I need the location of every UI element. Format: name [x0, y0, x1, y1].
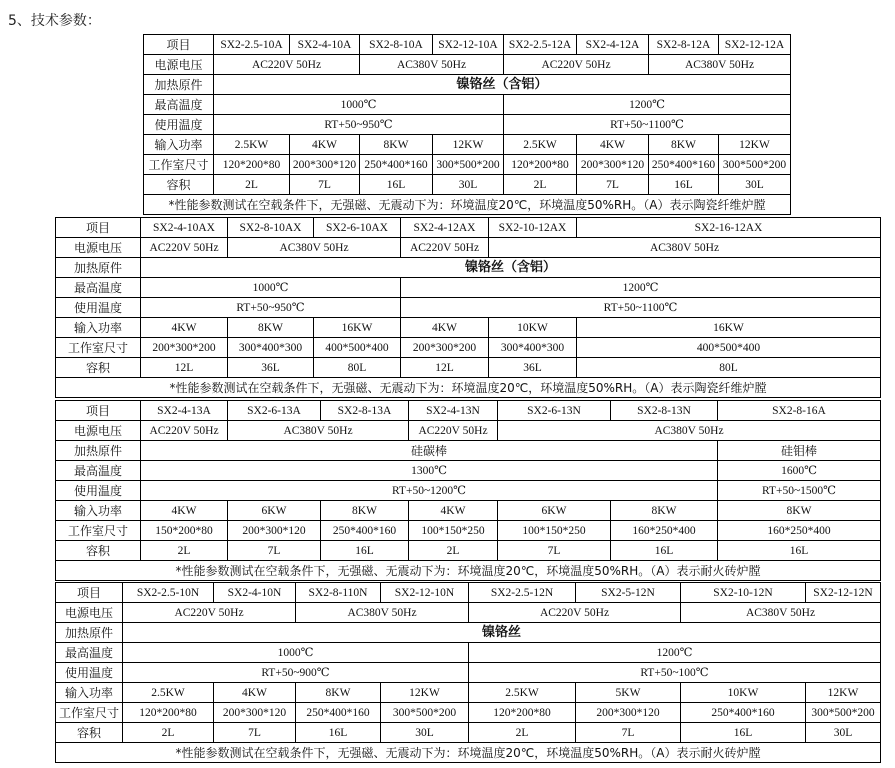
power-cell: 4KW — [141, 318, 228, 338]
volume-cell: 7L — [577, 175, 649, 195]
row-label: 项目 — [56, 218, 141, 238]
max-temp-cell: 1200℃ — [401, 278, 881, 298]
model-name: SX2-4-10N — [214, 583, 296, 603]
table-footnote: *性能参数测试在空载条件下，无强磁、无震动下为：环境温度20℃，环境温度50%RH。（A）表示陶瓷纤维炉膛 — [56, 378, 881, 398]
voltage-cell: AC220V 50Hz — [409, 421, 498, 441]
row-label: 电源电压 — [144, 55, 214, 75]
row-label: 输入功率 — [56, 501, 141, 521]
chamber-size-cell: 120*200*80 — [123, 703, 214, 723]
power-cell: 2.5KW — [504, 135, 577, 155]
chamber-size-cell: 200*300*120 — [577, 155, 649, 175]
chamber-size-cell: 100*150*250 — [498, 521, 611, 541]
model-name: SX2-8-13N — [611, 401, 718, 421]
volume-cell: 2L — [469, 723, 576, 743]
chamber-size-cell: 200*300*120 — [214, 703, 296, 723]
use-temp-cell: RT+50~1200℃ — [141, 481, 718, 501]
chamber-size-cell: 200*300*120 — [290, 155, 360, 175]
volume-cell: 16L — [649, 175, 719, 195]
voltage-cell: AC220V 50Hz — [123, 603, 296, 623]
voltage-row — [56, 238, 881, 258]
section-heading: 5、技术参数： — [8, 13, 101, 29]
model-name: SX2-12-12N — [806, 583, 881, 603]
model-name: SX2-4-12A — [577, 35, 649, 55]
model-row — [56, 583, 881, 603]
power-cell: 12KW — [433, 135, 504, 155]
chamber-size-cell: 120*200*80 — [469, 703, 576, 723]
max-temp-cell: 1000℃ — [123, 643, 469, 663]
row-label: 工作室尺寸 — [56, 338, 141, 358]
use-temp-cell: RT+50~1100℃ — [401, 298, 881, 318]
row-label: 加热原件 — [56, 441, 141, 461]
row-label: 电源电压 — [56, 238, 141, 258]
row-label: 使用温度 — [144, 115, 214, 135]
table-footnote: *性能参数测试在空载条件下，无强磁、无震动下为：环境温度20℃，环境温度50%RH。（A）表示陶瓷纤维炉膛 — [144, 195, 791, 215]
volume-row — [56, 541, 881, 561]
model-name: SX2-6-13A — [228, 401, 321, 421]
voltage-cell: AC380V 50Hz — [228, 238, 401, 258]
volume-cell: 30L — [806, 723, 881, 743]
use-temp-cell: RT+50~950℃ — [214, 115, 504, 135]
row-label: 输入功率 — [144, 135, 214, 155]
model-name: SX2-12-10N — [381, 583, 469, 603]
voltage-cell: AC380V 50Hz — [296, 603, 469, 623]
volume-cell: 30L — [719, 175, 791, 195]
chamber-size-row — [56, 521, 881, 541]
spec-table-2 — [55, 217, 881, 398]
max-temp-cell: 1000℃ — [214, 95, 504, 115]
volume-cell: 12L — [141, 358, 228, 378]
power-cell: 6KW — [498, 501, 611, 521]
power-cell: 4KW — [290, 135, 360, 155]
spec-table-4 — [55, 582, 881, 763]
power-cell: 2.5KW — [469, 683, 576, 703]
chamber-size-cell: 160*250*400 — [718, 521, 881, 541]
volume-row — [56, 358, 881, 378]
model-name: SX2-4-10AX — [141, 218, 228, 238]
voltage-cell: AC380V 50Hz — [681, 603, 881, 623]
chamber-size-cell: 100*150*250 — [409, 521, 498, 541]
volume-cell: 2L — [214, 175, 290, 195]
volume-cell: 16L — [360, 175, 433, 195]
power-cell: 12KW — [381, 683, 469, 703]
volume-cell: 2L — [409, 541, 498, 561]
chamber-size-cell: 250*400*160 — [296, 703, 381, 723]
row-label: 电源电压 — [56, 603, 123, 623]
table-footnote: *性能参数测试在空载条件下，无强磁、无震动下为：环境温度20℃，环境温度50%RH。（A）表示耐火砖炉膛 — [56, 743, 881, 763]
row-label: 最高温度 — [144, 95, 214, 115]
power-cell: 4KW — [409, 501, 498, 521]
heating-element-row — [56, 441, 881, 461]
row-label: 项目 — [144, 35, 214, 55]
chamber-size-cell: 200*300*120 — [576, 703, 681, 723]
row-label: 容积 — [144, 175, 214, 195]
model-name: SX2-6-10AX — [314, 218, 401, 238]
model-name: SX2-10-12N — [681, 583, 806, 603]
chamber-size-cell: 200*300*200 — [141, 338, 228, 358]
chamber-size-cell: 300*500*200 — [433, 155, 504, 175]
volume-cell: 16L — [611, 541, 718, 561]
model-name: SX2-4-12AX — [401, 218, 489, 238]
model-name: SX2-8-10AX — [228, 218, 314, 238]
voltage-cell: AC220V 50Hz — [141, 421, 228, 441]
row-label: 加热原件 — [56, 258, 141, 278]
use-temp-cell: RT+50~950℃ — [141, 298, 401, 318]
volume-cell: 16L — [681, 723, 806, 743]
volume-cell: 2L — [123, 723, 214, 743]
model-name: SX2-8-110N — [296, 583, 381, 603]
power-cell: 16KW — [314, 318, 401, 338]
chamber-size-cell: 250*400*160 — [681, 703, 806, 723]
use-temp-cell: RT+50~900℃ — [123, 663, 469, 683]
chamber-size-cell: 150*200*80 — [141, 521, 228, 541]
volume-cell: 2L — [504, 175, 577, 195]
table-footnote: *性能参数测试在空载条件下，无强磁、无震动下为：环境温度20℃，环境温度50%RH。（A）表示耐火砖炉膛 — [56, 561, 881, 581]
chamber-size-cell: 200*300*200 — [401, 338, 489, 358]
model-name: SX2-8-16A — [718, 401, 881, 421]
chamber-size-row — [56, 338, 881, 358]
heating-element-row — [56, 623, 881, 643]
voltage-cell: AC220V 50Hz — [401, 238, 489, 258]
use-temp-cell: RT+50~100℃ — [469, 663, 881, 683]
power-cell: 2.5KW — [214, 135, 290, 155]
row-label: 工作室尺寸 — [56, 703, 123, 723]
row-label: 项目 — [56, 583, 123, 603]
use-temp-row — [56, 481, 881, 501]
max-temp-cell: 1600℃ — [718, 461, 881, 481]
model-name: SX2-12-10A — [433, 35, 504, 55]
model-name: SX2-4-10A — [290, 35, 360, 55]
model-name: SX2-5-12N — [576, 583, 681, 603]
chamber-size-cell: 300*500*200 — [381, 703, 469, 723]
row-label: 电源电压 — [56, 421, 141, 441]
model-name: SX2-8-13A — [321, 401, 409, 421]
volume-cell: 80L — [314, 358, 401, 378]
power-cell: 10KW — [489, 318, 577, 338]
power-cell: 12KW — [806, 683, 881, 703]
chamber-size-cell: 400*500*400 — [577, 338, 881, 358]
note-row — [56, 743, 881, 763]
volume-cell: 7L — [290, 175, 360, 195]
chamber-size-cell: 400*500*400 — [314, 338, 401, 358]
row-label: 输入功率 — [56, 683, 123, 703]
voltage-cell: AC380V 50Hz — [649, 55, 791, 75]
voltage-cell: AC220V 50Hz — [141, 238, 228, 258]
row-label: 加热原件 — [144, 75, 214, 95]
voltage-row — [56, 603, 881, 623]
heating-element-cell: 镍铬丝（含铝） — [141, 258, 881, 278]
volume-cell: 80L — [577, 358, 881, 378]
power-cell: 16KW — [577, 318, 881, 338]
row-label: 最高温度 — [56, 461, 141, 481]
model-name: SX2-4-13A — [141, 401, 228, 421]
model-row — [144, 35, 791, 55]
model-name: SX2-8-12A — [649, 35, 719, 55]
voltage-cell: AC220V 50Hz — [214, 55, 360, 75]
use-temp-row — [144, 115, 791, 135]
model-name: SX2-12-12A — [719, 35, 791, 55]
chamber-size-cell: 120*200*80 — [214, 155, 290, 175]
max-temp-cell: 1300℃ — [141, 461, 718, 481]
use-temp-cell: RT+50~1500℃ — [718, 481, 881, 501]
note-row — [56, 378, 881, 398]
voltage-cell: AC220V 50Hz — [469, 603, 681, 623]
power-row — [144, 135, 791, 155]
volume-row — [56, 723, 881, 743]
chamber-size-cell: 160*250*400 — [611, 521, 718, 541]
max-temp-row — [144, 95, 791, 115]
chamber-size-cell: 300*500*200 — [806, 703, 881, 723]
model-name: SX2-2.5-12A — [504, 35, 577, 55]
heating-element-row — [144, 75, 791, 95]
power-cell: 12KW — [719, 135, 791, 155]
use-temp-row — [56, 298, 881, 318]
row-label: 加热原件 — [56, 623, 123, 643]
model-name: SX2-4-13N — [409, 401, 498, 421]
volume-cell: 16L — [321, 541, 409, 561]
power-row — [56, 501, 881, 521]
power-cell: 4KW — [141, 501, 228, 521]
row-label: 最高温度 — [56, 278, 141, 298]
volume-cell: 12L — [401, 358, 489, 378]
row-label: 项目 — [56, 401, 141, 421]
model-name: SX2-6-13N — [498, 401, 611, 421]
power-cell: 4KW — [577, 135, 649, 155]
chamber-size-row — [56, 703, 881, 723]
model-name: SX2-10-12AX — [489, 218, 577, 238]
model-name: SX2-16-12AX — [577, 218, 881, 238]
model-name: SX2-2.5-10N — [123, 583, 214, 603]
power-cell: 4KW — [401, 318, 489, 338]
model-name: SX2-2.5-10A — [214, 35, 290, 55]
power-cell: 4KW — [214, 683, 296, 703]
volume-cell: 30L — [433, 175, 504, 195]
power-cell: 8KW — [611, 501, 718, 521]
row-label: 容积 — [56, 723, 123, 743]
power-cell: 2.5KW — [123, 683, 214, 703]
volume-cell: 36L — [228, 358, 314, 378]
voltage-cell: AC380V 50Hz — [498, 421, 881, 441]
note-row — [144, 195, 791, 215]
max-temp-cell: 1200℃ — [469, 643, 881, 663]
power-cell: 8KW — [296, 683, 381, 703]
power-cell: 10KW — [681, 683, 806, 703]
heating-element-cell: 镍铬丝 — [123, 623, 881, 643]
volume-cell: 16L — [718, 541, 881, 561]
voltage-row — [56, 421, 881, 441]
power-cell: 8KW — [228, 318, 314, 338]
volume-cell: 7L — [576, 723, 681, 743]
model-name: SX2-2.5-12N — [469, 583, 576, 603]
voltage-cell: AC380V 50Hz — [228, 421, 409, 441]
chamber-size-cell: 250*400*160 — [649, 155, 719, 175]
power-cell: 8KW — [649, 135, 719, 155]
volume-cell: 7L — [498, 541, 611, 561]
chamber-size-cell: 300*500*200 — [719, 155, 791, 175]
power-cell: 5KW — [576, 683, 681, 703]
chamber-size-cell: 300*400*300 — [228, 338, 314, 358]
heating-element-cell: 镍铬丝（含铝） — [214, 75, 791, 95]
voltage-cell: AC380V 50Hz — [360, 55, 504, 75]
power-cell: 8KW — [718, 501, 881, 521]
model-name: SX2-8-10A — [360, 35, 433, 55]
power-cell: 6KW — [228, 501, 321, 521]
note-row — [56, 561, 881, 581]
power-cell: 8KW — [321, 501, 409, 521]
heating-element-cell: 硅钼棒 — [718, 441, 881, 461]
volume-cell: 36L — [489, 358, 577, 378]
heating-element-cell: 硅碳棒 — [141, 441, 718, 461]
max-temp-cell: 1200℃ — [504, 95, 791, 115]
model-row — [56, 218, 881, 238]
model-row — [56, 401, 881, 421]
heating-element-row — [56, 258, 881, 278]
spec-table-3 — [55, 400, 881, 581]
row-label: 输入功率 — [56, 318, 141, 338]
max-temp-cell: 1000℃ — [141, 278, 401, 298]
row-label: 容积 — [56, 358, 141, 378]
row-label: 使用温度 — [56, 298, 141, 318]
power-cell: 8KW — [360, 135, 433, 155]
voltage-cell: AC380V 50Hz — [489, 238, 881, 258]
spec-table-1 — [143, 34, 791, 215]
chamber-size-row — [144, 155, 791, 175]
volume-cell: 7L — [228, 541, 321, 561]
chamber-size-cell: 200*300*120 — [228, 521, 321, 541]
volume-cell: 30L — [381, 723, 469, 743]
voltage-row — [144, 55, 791, 75]
volume-cell: 2L — [141, 541, 228, 561]
volume-row — [144, 175, 791, 195]
max-temp-row — [56, 461, 881, 481]
power-row — [56, 318, 881, 338]
voltage-cell: AC220V 50Hz — [504, 55, 649, 75]
max-temp-row — [56, 643, 881, 663]
row-label: 工作室尺寸 — [56, 521, 141, 541]
volume-cell: 16L — [296, 723, 381, 743]
row-label: 使用温度 — [56, 481, 141, 501]
max-temp-row — [56, 278, 881, 298]
row-label: 容积 — [56, 541, 141, 561]
row-label: 最高温度 — [56, 643, 123, 663]
volume-cell: 7L — [214, 723, 296, 743]
chamber-size-cell: 120*200*80 — [504, 155, 577, 175]
power-row — [56, 683, 881, 703]
chamber-size-cell: 250*400*160 — [360, 155, 433, 175]
use-temp-row — [56, 663, 881, 683]
chamber-size-cell: 250*400*160 — [321, 521, 409, 541]
row-label: 工作室尺寸 — [144, 155, 214, 175]
row-label: 使用温度 — [56, 663, 123, 683]
chamber-size-cell: 300*400*300 — [489, 338, 577, 358]
use-temp-cell: RT+50~1100℃ — [504, 115, 791, 135]
